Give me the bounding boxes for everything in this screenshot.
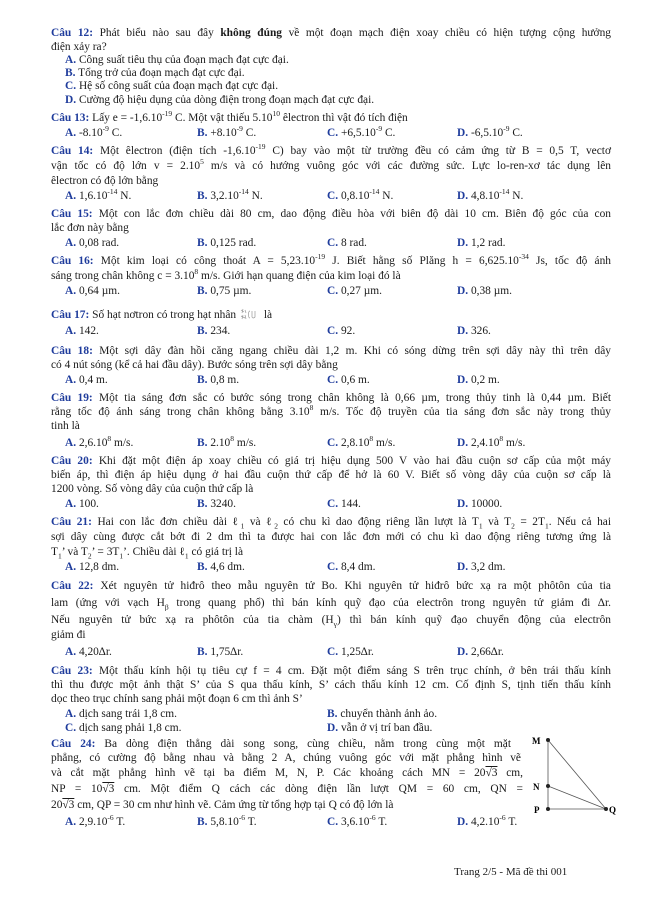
option-a[interactable]: A. $1,6.10^{-14}$ N. bbox=[65, 187, 132, 202]
option-c[interactable]: C. 8 rad. bbox=[327, 237, 367, 249]
label-p: P bbox=[534, 805, 540, 815]
question-number: Câu 23: bbox=[51, 665, 93, 677]
option-d[interactable]: D. 326. bbox=[457, 325, 491, 337]
option-b[interactable]: B. 3240. bbox=[197, 498, 236, 510]
question-number: Câu 18: bbox=[51, 345, 93, 357]
option-c[interactable]: C. 2,8.10$^8$ m/s. bbox=[327, 434, 396, 449]
label-m: M bbox=[532, 736, 541, 746]
option-d[interactable]: D. Cường độ hiệu dụng của dòng điện trong đoạn mạch đạt cực đại. bbox=[65, 94, 375, 106]
option-b[interactable]: B. 4,6 dm. bbox=[197, 561, 245, 573]
question-number: Câu 19: bbox=[51, 392, 93, 404]
uranium-nucleus-symbol bbox=[239, 308, 261, 320]
option-a[interactable]: A. dịch sang trái 1,8 cm. bbox=[65, 708, 177, 720]
option-c[interactable]: C. 1,25∆r. bbox=[327, 646, 374, 658]
option-a[interactable]: A. $2,9.10^{-6}$ T. bbox=[65, 813, 126, 828]
option-b[interactable]: B. 234. bbox=[197, 325, 231, 337]
option-a[interactable]: A. 2,6.10$^8$ m/s. bbox=[65, 434, 134, 449]
point-n bbox=[546, 784, 550, 788]
question-number: Câu 17: bbox=[51, 309, 90, 321]
label-q: Q bbox=[609, 805, 616, 815]
option-d[interactable]: D. 2,66∆r. bbox=[457, 646, 504, 658]
option-c[interactable]: C. Hệ số công suất của đoạn mạch đạt cực đại. bbox=[65, 80, 279, 92]
exam-page: Câu 12: Phát biểu nào sau đây không đúng về một đoạn mạch điện xoay chiều có hiện tượng cộng hưởng điện xảy ra? A. Công suất tiêu thụ của đoạn mạch đạt cực đại. B. Tổng trở của đoạn mạch đạt cực đại. C. Hệ số công suất của đoạn mạch đạt cực đại. D. Cường độ hiệu dụng của dòng điện trong đoạn mạch đạt cực đại. Câu 13: Lấy $e = -1,6.10^{-19}$ C. Một vật thiếu 5.10$^{10}$ êlectron thì vật đó tích điện A. $-8.10^{-9}$ C. B. $+8.10^{-9}$ C. C. $+6,5.10^{-9}$ C. D. $-6,5.10^{-9}$ C. Câu 14: Một êlectron (điện tích $-1,6.10^{-19}$ C) bay vào một từ trường đều có cảm ứng từ B = 0,5 T, vectơ vận tốc có độ lớn $v = 2.10^5$ m/s và có hướng vuông góc với các đường sức. Lực lo-ren-xơ tác dụng lên êlectron có độ lớn bằng A. $1,6.10^{-14}$ N. B. $3,2.10^{-14}$ N. C. $0,8.10^{-14}$ N. D. $4,8.10^{-14}$ N. Câu 15: Một con lắc đơn chiều dài 80 cm, dao động điều hòa với biên độ dài 10 cm. Biên độ góc của con lắc đơn này bằng A. 0,08 rad. B. 0,125 rad. C. 8 rad. D. 1,2 rad. Câu 16: Một kim loại có công thoát $A = 5,23.10^{-19}$ J. Biết hằng số Plăng $h = 6,625.10^{-34}$ Js, tốc độ ánh sáng trong chân không $c = 3.10^8$ m/s. Giới hạn quang điện của kim loại đó là A. 0,64 µm. B. 0,75 µm. C. 0,27 µm. D. 0,38 µm. Câu 17: Số hạt nơtron có trong hạt nhân là A. 142. B. 234. C. 92. D. 326. Câu 18: Một sợi dây đàn hồi căng ngang chiều dài 1,2 m. Khi có sóng dừng trên sợi dây này thì trên dây có 4 nút sóng (kể cả hai đầu dây). Bước sóng trên sợi dây bằng A. 0,4 m. B. 0,8 m. C. 0,6 m. D. 0,2 m. Câu 19: Một tia sáng đơn sắc có bước sóng trong chân không là 0,66 µm, trong thủy tinh là 0,44 µm. Biết rằng tốc độ ánh sáng trong chân không bằng 3.10$^8$ m/s. Tốc độ truyền của tia sáng đơn sắc này trong thủy tinh là A. 2,6.10$^8$ m/s. B. 2.10$^8$ m/s. C. 2,8.10$^8$ m/s. D. 2,4.10$^8$ m/s. Câu 20: Khi đặt một điện áp xoay chiều có giá trị hiệu dụng 500 V vào hai đầu cuộn sơ cấp của một máy biến áp, thì điện áp hiệu dụng ở hai đầu cuộn thứ cấp để hở là 60 V. Biết số vòng dây của cuộn sơ cấp là 1200 vòng. Số vòng dây của cuộn thứ cấp là A. 100. B. 3240. C. 144. D. 10000. Câu 21: Hai con lắc đơn chiều dài ℓ$_1$ và ℓ$_2$ có chu kì dao động riêng lần lượt là $T_1$ và $T_2 = 2T_1$. Nếu cả hai sợi dây cùng được cắt bớt đi 2 dm thì ta được hai con lắc đơn mới có chu kì dao động riêng tương ứng là $T_1$’ và $T_2$’ = $3T_1$’. Chiều dài ℓ$_1$ có giá trị là A. 12,8 dm. B. 4,6 dm. C. 8,4 dm. D. 3,2 dm. Câu 22: Xét nguyên tử hiđrô theo mẫu nguyên tử Bo. Khi nguyên tử hiđrô bức xạ ra một phôtôn của tia lam (ứng với vạch $H_\beta$ trong quang phổ) thì bán kính quỹ đạo của electrôn trong nguyên tử giảm đi ∆r. Nếu nguyên tử bức xạ ra phôtôn của tia chàm $(H_\gamma)$ thì bán kính quỹ đạo chuyển động của electrôn giảm đi A. 4,20∆r. B. 1,75∆r. C. 1,25∆r. D. 2,66∆r. Câu 23: Một thấu kính hội tụ tiêu cự f = 4 cm. Đặt một điểm sáng S trên trục chính, ở bên trái thấu kính thì thu được một ảnh thật S’ của S qua thấu kính, S’ cách thấu kính 12 cm. Cố định S, tịnh tiến thấu kính dọc theo trục chính sang phải một đoạn 6 cm thì ảnh S’ A. dịch sang trái 1,8 cm. B. chuyển thành ảnh ảo. C. dịch sang phải 1,8 cm. D. vẫn ở vị trí ban đầu. Câu 24: Ba dòng điện thẳng dài song song, cùng chiều, nằm trong cùng một mặt phẳng, có cường độ bằng nhau và bằng 2 A, chúng vuông góc với mặt phẳng hình vẽ và cắt mặt phẳng hình vẽ tại ba điểm M, N, P. Các khoảng cách MN = 20√3 cm, NP = 10√3 cm. Một điểm Q cách các dòng điện lần lượt QM = 60 cm, QN = 20√3 cm, QP = 30 cm như hình vẽ. Cảm ứng từ tổng hợp tại Q có độ lớn là A. $2,9.10^{-6}$ T. B. $5,8.10^{-6}$ T. C. $3,6.10^{-6}$ T. D. $4,2.10^{-6}$ T. M N P Q Trang 2/5 - Mã đề thi 001 bbox=[51, 27, 616, 878]
option-c[interactable]: C. 144. bbox=[327, 498, 361, 510]
question-number: Câu 15: bbox=[51, 208, 93, 220]
option-b[interactable]: B. $+8.10^{-9}$ C. bbox=[197, 124, 257, 139]
option-a[interactable]: A. 0,4 m. bbox=[65, 374, 108, 386]
option-c[interactable]: C. 92. bbox=[327, 325, 356, 337]
option-d[interactable]: D. 1,2 rad. bbox=[457, 237, 506, 249]
option-c[interactable]: C. $0,8.10^{-14}$ N. bbox=[327, 187, 394, 202]
option-d[interactable]: D. $4,2.10^{-6}$ T. bbox=[457, 813, 518, 828]
option-b[interactable]: B. chuyển thành ảnh ảo. bbox=[327, 708, 438, 720]
option-a[interactable]: A. 142. bbox=[65, 325, 99, 337]
option-b[interactable]: B. 1,75∆r. bbox=[197, 646, 244, 658]
label-n: N bbox=[533, 782, 540, 792]
option-a[interactable]: A. 100. bbox=[65, 498, 99, 510]
question-number: Câu 13: bbox=[51, 112, 90, 124]
question-number: Câu 20: bbox=[51, 455, 93, 467]
option-d[interactable]: D. 10000. bbox=[457, 498, 503, 510]
option-d[interactable]: D. vẫn ở vị trí ban đầu. bbox=[327, 722, 433, 734]
option-b[interactable]: B. 0,125 rad. bbox=[197, 237, 257, 249]
option-d[interactable]: D. 2,4.10$^8$ m/s. bbox=[457, 434, 526, 449]
option-b[interactable]: B. 0,75 µm. bbox=[197, 285, 252, 297]
line-mq bbox=[548, 740, 606, 809]
question-number: Câu 21: bbox=[51, 516, 92, 528]
currents-figure bbox=[528, 731, 616, 821]
option-a[interactable]: A. 0,08 rad. bbox=[65, 237, 120, 249]
option-b[interactable]: B. Tổng trở của đoạn mạch đạt cực đại. bbox=[65, 67, 245, 79]
point-m bbox=[546, 738, 550, 742]
option-b[interactable]: B. 0,8 m. bbox=[197, 374, 240, 386]
option-c[interactable]: C. $+6,5.10^{-9}$ C. bbox=[327, 124, 396, 139]
point-p bbox=[546, 807, 550, 811]
option-c[interactable]: C. $3,6.10^{-6}$ T. bbox=[327, 813, 388, 828]
question-number: Câu 12: bbox=[51, 27, 94, 39]
point-q bbox=[604, 807, 608, 811]
option-b[interactable]: B. 2.10$^8$ m/s. bbox=[197, 434, 257, 449]
question-number: Câu 14: bbox=[51, 145, 94, 157]
option-a[interactable]: A. 4,20∆r. bbox=[65, 646, 112, 658]
question-number: Câu 22: bbox=[51, 580, 94, 592]
option-b[interactable]: B. $5,8.10^{-6}$ T. bbox=[197, 813, 257, 828]
option-d[interactable]: D. 0,2 m. bbox=[457, 374, 500, 386]
option-d[interactable]: D. 0,38 µm. bbox=[457, 285, 512, 297]
option-a[interactable]: A. 0,64 µm. bbox=[65, 285, 120, 297]
option-c[interactable]: C. 0,27 µm. bbox=[327, 285, 382, 297]
line-nq bbox=[548, 786, 606, 809]
option-a[interactable]: A. $-8.10^{-9}$ C. bbox=[65, 124, 123, 139]
option-c[interactable]: C. 8,4 dm. bbox=[327, 561, 376, 573]
option-b[interactable]: B. $3,2.10^{-14}$ N. bbox=[197, 187, 263, 202]
option-d[interactable]: D. $-6,5.10^{-9}$ C. bbox=[457, 124, 523, 139]
page-footer: Trang 2/5 - Mã đề thi 001 bbox=[454, 866, 568, 878]
question-number: Câu 16: bbox=[51, 255, 94, 267]
option-c[interactable]: C. 0,6 m. bbox=[327, 374, 370, 386]
option-c[interactable]: C. dịch sang phải 1,8 cm. bbox=[65, 722, 182, 734]
option-a[interactable]: A. 12,8 dm. bbox=[65, 561, 120, 573]
option-d[interactable]: D. 3,2 dm. bbox=[457, 561, 506, 573]
question-number: Câu 24: bbox=[51, 738, 96, 750]
option-a[interactable]: A. Công suất tiêu thụ của đoạn mạch đạt cực đại. bbox=[65, 54, 289, 66]
option-d[interactable]: D. $4,8.10^{-14}$ N. bbox=[457, 187, 524, 202]
